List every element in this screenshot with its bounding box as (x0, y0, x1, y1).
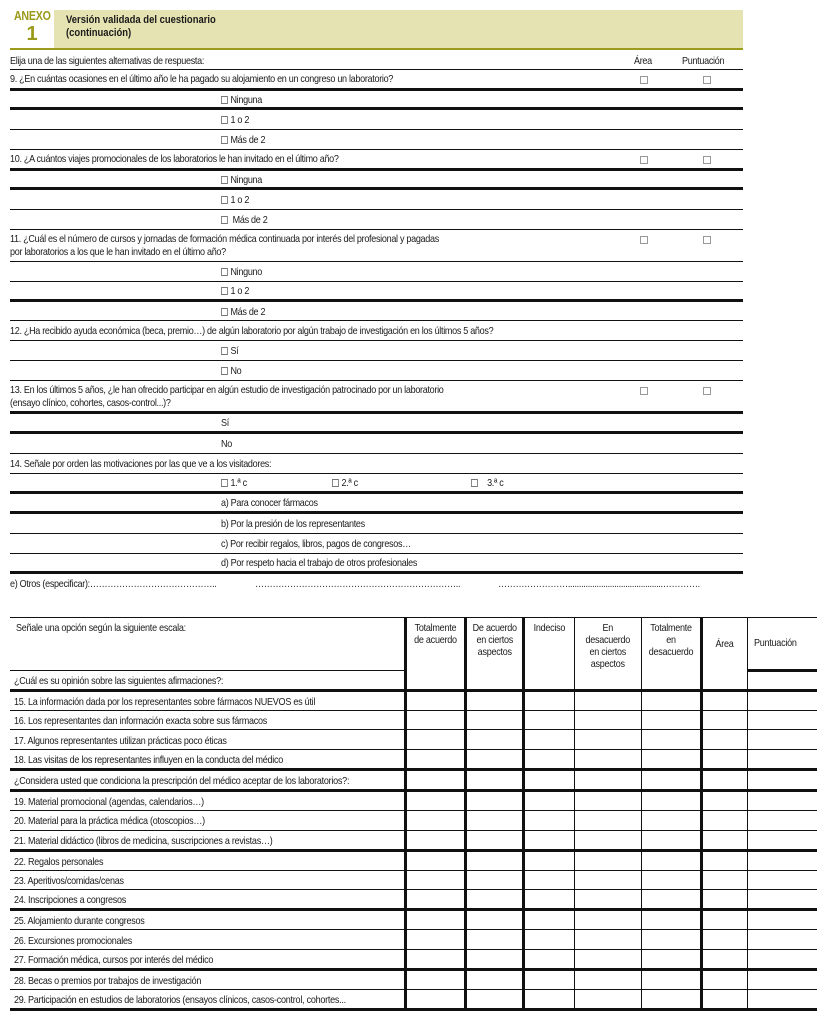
scale-answer-cell[interactable] (405, 949, 465, 969)
specify-line-3[interactable]: ……………………...........................................…………. (497, 578, 700, 590)
question-14-row (10, 454, 743, 474)
scale-answer-cell[interactable] (641, 930, 701, 950)
area-cell[interactable] (701, 969, 747, 989)
scale-answer-cell[interactable] (641, 949, 701, 969)
row-label: 28. Becas o premios por trabajos de investigación (10, 969, 405, 989)
scale-answer-cell[interactable] (524, 870, 575, 890)
annex-label (10, 9, 54, 47)
area-checkbox[interactable] (640, 156, 648, 164)
option-ninguna[interactable]: Ninguna (221, 94, 262, 106)
scale-answer-cell[interactable] (524, 730, 575, 750)
puntuacion-cell[interactable] (747, 730, 817, 750)
question-11-text-line2: por laboratorios a los que le han invitado en el último año? (10, 246, 226, 258)
checkbox-icon[interactable] (221, 136, 228, 144)
option-ninguno[interactable]: Ninguno (221, 266, 262, 278)
rank-2[interactable]: 2.ª c (332, 477, 358, 489)
scale-answer-cell[interactable] (641, 850, 701, 870)
area-cell[interactable] (701, 989, 747, 1009)
area-cell[interactable] (701, 670, 747, 690)
motivation-a[interactable]: a) Para conocer fármacos (221, 497, 318, 509)
option-row (10, 190, 743, 210)
checkbox-icon[interactable] (221, 347, 228, 355)
checkbox-icon[interactable] (471, 479, 478, 487)
scale-answer-cell[interactable] (405, 870, 465, 890)
question-9-row (10, 70, 743, 91)
scale-answer-cell[interactable] (524, 949, 575, 969)
question-11-row (10, 230, 743, 262)
column-header-area: Área (634, 55, 652, 67)
row-label: 19. Material promocional (agendas, calendarios…) (10, 790, 405, 810)
puntuacion-cell[interactable] (747, 870, 817, 890)
question-12-row (10, 321, 743, 341)
motivation-row (10, 514, 743, 534)
checkbox-icon[interactable] (221, 216, 228, 224)
checkbox-icon[interactable] (221, 287, 228, 295)
scale-answer-cell[interactable] (405, 769, 465, 790)
puntuacion-cell[interactable] (747, 910, 817, 930)
table-row (10, 810, 817, 830)
option-row (10, 361, 743, 381)
area-cell[interactable] (701, 949, 747, 969)
option-1-o-2[interactable]: 1 o 2 (221, 194, 249, 206)
scale-answer-cell[interactable] (575, 710, 642, 730)
question-10-text: 10. ¿A cuántos viajes promocionales de los laboratorios le han invitado en el último año? (10, 153, 339, 165)
scale-answer-cell[interactable] (405, 989, 465, 1009)
row-label: 29. Participación en estudios de laboratorios (ensayos clínicos, casos-control, cohortes... (10, 989, 405, 1009)
option-si[interactable]: Sí (221, 417, 229, 429)
area-checkbox[interactable] (640, 236, 648, 244)
scale-answer-cell[interactable] (575, 670, 642, 690)
puntuacion-checkbox[interactable] (703, 236, 711, 244)
checkbox-icon[interactable] (221, 479, 228, 487)
scale-answer-cell[interactable] (575, 830, 642, 850)
question-11-text-line1: 11. ¿Cuál es el número de cursos y jornadas de formación médica continuada por interés del profesional y pagadas (10, 233, 439, 245)
instruction-text: Elija una de las siguientes alternativas de respuesta: (10, 55, 205, 67)
scale-answer-cell[interactable] (405, 790, 465, 810)
question-13-row (10, 381, 743, 414)
checkbox-icon[interactable] (221, 367, 228, 375)
page-subtitle: (continuación) (66, 27, 132, 39)
area-cell[interactable] (701, 890, 747, 910)
scale-answer-cell[interactable] (641, 989, 701, 1009)
area-checkbox[interactable] (640, 387, 648, 395)
puntuacion-cell[interactable] (747, 790, 817, 810)
scale-answer-cell[interactable] (465, 930, 523, 950)
option-ninguna[interactable]: Ninguna (221, 174, 262, 186)
scale-answer-cell[interactable] (524, 969, 575, 989)
table-row (10, 769, 817, 790)
scale-answer-cell[interactable] (641, 830, 701, 850)
scale-answer-cell[interactable] (405, 810, 465, 830)
table-row (10, 710, 817, 730)
scale-answer-cell[interactable] (405, 749, 465, 769)
area-cell[interactable] (701, 910, 747, 930)
scale-answer-cell[interactable] (524, 710, 575, 730)
option-1-o-2[interactable]: 1 o 2 (221, 114, 249, 126)
option-si[interactable]: Sí (221, 345, 238, 357)
table-header-row (10, 618, 817, 671)
row-label: 17. Algunos representantes utilizan prácticas poco éticas (10, 730, 405, 750)
checkbox-icon[interactable] (221, 176, 228, 184)
scale-answer-cell[interactable] (575, 930, 642, 950)
scale-answer-cell[interactable] (575, 949, 642, 969)
scale-answer-cell[interactable] (575, 870, 642, 890)
question-10-row (10, 150, 743, 171)
area-cell[interactable] (701, 749, 747, 769)
annex-number: 1 (26, 23, 38, 45)
annex-header (0, 0, 743, 50)
option-row (10, 434, 743, 454)
option-mas-de-2[interactable]: Más de 2 (221, 134, 265, 146)
scale-answer-cell[interactable] (524, 769, 575, 790)
table-row (10, 910, 817, 930)
column-header: Totalmente de acuerdo (405, 618, 465, 671)
column-header-puntuacion: Puntuación (747, 618, 817, 671)
puntuacion-checkbox[interactable] (703, 76, 711, 84)
scale-answer-cell[interactable] (465, 710, 523, 730)
scale-answer-cell[interactable] (524, 930, 575, 950)
scale-answer-cell[interactable] (575, 850, 642, 870)
scale-answer-cell[interactable] (524, 690, 575, 710)
scale-answer-cell[interactable] (524, 989, 575, 1009)
scale-answer-cell[interactable] (524, 810, 575, 830)
scale-answer-cell[interactable] (465, 670, 523, 690)
puntuacion-checkbox[interactable] (703, 156, 711, 164)
scale-answer-cell[interactable] (405, 690, 465, 710)
scale-answer-cell[interactable] (405, 710, 465, 730)
option-row (10, 341, 743, 361)
scale-answer-cell[interactable] (575, 749, 642, 769)
scale-answer-cell[interactable] (575, 910, 642, 930)
column-header: Totalmente en desacuerdo (641, 618, 701, 671)
scale-answer-cell[interactable] (575, 969, 642, 989)
scale-answer-cell[interactable] (641, 790, 701, 810)
table-row (10, 850, 817, 870)
scale-answer-cell[interactable] (405, 850, 465, 870)
rank-3[interactable]: 3.ª c (471, 477, 503, 489)
scale-answer-cell[interactable] (575, 890, 642, 910)
row-label: 15. La información dada por los representantes sobre fármacos NUEVOS es útil (10, 690, 405, 710)
motivation-e[interactable]: e) Otros (especificar):…………………………………….. (10, 578, 217, 590)
question-9-text: 9. ¿En cuántas ocasiones en el último año le ha pagado su alojamiento en un congreso un laboratorio? (10, 73, 394, 85)
area-cell[interactable] (701, 930, 747, 950)
instruction-row (10, 50, 743, 70)
puntuacion-cell[interactable] (747, 989, 817, 1009)
rank-row (10, 474, 743, 494)
option-no[interactable]: No (221, 438, 232, 450)
scale-answer-cell[interactable] (641, 910, 701, 930)
table-row (10, 790, 817, 810)
row-label: 24. Inscripciones a congresos (10, 890, 405, 910)
table-row (10, 930, 817, 950)
row-label: 16. Los representantes dan información exacta sobre sus fármacos (10, 710, 405, 730)
table-row (10, 730, 817, 750)
checkbox-icon[interactable] (221, 116, 228, 124)
scale-answer-cell[interactable] (641, 749, 701, 769)
motivation-row (10, 494, 743, 514)
area-cell[interactable] (701, 690, 747, 710)
row-label: 27. Formación médica, cursos por interés del médico (10, 949, 405, 969)
scale-answer-cell[interactable] (524, 749, 575, 769)
scale-answer-cell[interactable] (641, 690, 701, 710)
option-row (10, 171, 743, 190)
scale-answer-cell[interactable] (524, 910, 575, 930)
scale-answer-cell[interactable] (405, 730, 465, 750)
scale-answer-cell[interactable] (465, 850, 523, 870)
puntuacion-cell[interactable] (747, 810, 817, 830)
likert-scale-table (10, 617, 817, 1011)
option-row (10, 262, 743, 282)
table-row (10, 670, 817, 690)
row-label: 23. Aperitivos/comidas/cenas (10, 870, 405, 890)
option-mas-de-2[interactable]: Más de 2 (221, 306, 265, 318)
scale-answer-cell[interactable] (465, 690, 523, 710)
scale-answer-cell[interactable] (641, 670, 701, 690)
scale-answer-cell[interactable] (575, 730, 642, 750)
puntuacion-cell[interactable] (747, 830, 817, 850)
column-header: Indeciso (524, 618, 575, 671)
column-header-area: Área (701, 618, 747, 671)
questionnaire-section (10, 50, 743, 620)
motivation-c[interactable]: c) Por recibir regalos, libros, pagos de congresos… (221, 538, 411, 550)
table-row (10, 969, 817, 989)
puntuacion-cell[interactable] (747, 949, 817, 969)
row-label: 21. Material didáctico (libros de medicina, suscripciones a revistas…) (10, 830, 405, 850)
row-label: 18. Las visitas de los representantes influyen en la conducta del médico (10, 749, 405, 769)
question-13-text-line2: (ensayo clínico, cohortes, casos-control...)? (10, 397, 171, 409)
scale-answer-cell[interactable] (465, 749, 523, 769)
scale-answer-cell[interactable] (575, 790, 642, 810)
scale-answer-cell[interactable] (405, 910, 465, 930)
scale-answer-cell[interactable] (641, 769, 701, 790)
scale-answer-cell[interactable] (641, 710, 701, 730)
table-row (10, 890, 817, 910)
scale-answer-cell[interactable] (524, 670, 575, 690)
table-row (10, 830, 817, 850)
scale-answer-cell[interactable] (465, 810, 523, 830)
scale-answer-cell[interactable] (641, 890, 701, 910)
row-label: 25. Alojamiento durante congresos (10, 910, 405, 930)
scale-answer-cell[interactable] (465, 830, 523, 850)
scale-answer-cell[interactable] (465, 790, 523, 810)
option-no[interactable]: No (221, 365, 241, 377)
table-row (10, 949, 817, 969)
checkbox-icon[interactable] (221, 196, 228, 204)
option-row (10, 282, 743, 302)
scale-answer-cell[interactable] (465, 870, 523, 890)
motivation-other-block (10, 574, 743, 620)
option-row (10, 91, 743, 110)
checkbox-icon[interactable] (221, 268, 228, 276)
row-label: 20. Material para la práctica médica (otoscopios…) (10, 810, 405, 830)
table-row (10, 989, 817, 1009)
checkbox-icon[interactable] (332, 479, 339, 487)
scale-answer-cell[interactable] (405, 969, 465, 989)
option-row (10, 130, 743, 150)
row-label: ¿Cuál es su opinión sobre las siguientes afirmaciones?: (10, 670, 405, 690)
scale-answer-cell[interactable] (465, 910, 523, 930)
annex-word: ANEXO (13, 8, 51, 23)
scale-answer-cell[interactable] (524, 850, 575, 870)
scale-answer-cell[interactable] (575, 810, 642, 830)
scale-answer-cell[interactable] (465, 730, 523, 750)
question-12-text: 12. ¿Ha recibido ayuda económica (beca, premio…) de algún laboratorio por algún trabajo de investigación en los últimos 5 años? (10, 325, 494, 337)
puntuacion-cell[interactable] (747, 749, 817, 769)
scale-answer-cell[interactable] (405, 830, 465, 850)
scale-answer-cell[interactable] (641, 969, 701, 989)
table-row (10, 690, 817, 710)
table-row (10, 870, 817, 890)
scale-answer-cell[interactable] (575, 690, 642, 710)
scale-answer-cell[interactable] (405, 670, 465, 690)
scale-answer-cell[interactable] (641, 870, 701, 890)
area-checkbox[interactable] (640, 76, 648, 84)
motivation-row (10, 554, 743, 574)
motivation-row (10, 534, 743, 554)
option-mas-de-2[interactable]: Más de 2 (221, 214, 267, 226)
scale-answer-cell[interactable] (524, 890, 575, 910)
scale-answer-cell[interactable] (575, 769, 642, 790)
puntuacion-cell[interactable] (747, 850, 817, 870)
scale-answer-cell[interactable] (465, 949, 523, 969)
area-cell[interactable] (701, 830, 747, 850)
puntuacion-cell[interactable] (747, 710, 817, 730)
option-row (10, 414, 743, 434)
area-cell[interactable] (701, 810, 747, 830)
scale-answer-cell[interactable] (575, 989, 642, 1009)
table-row (10, 749, 817, 769)
puntuacion-checkbox[interactable] (703, 387, 711, 395)
specify-line-2[interactable]: …………………………………………………………….. (254, 578, 460, 590)
row-label: 26. Excursiones promocionales (10, 930, 405, 950)
area-cell[interactable] (701, 850, 747, 870)
scale-answer-cell[interactable] (524, 830, 575, 850)
puntuacion-cell[interactable] (747, 690, 817, 710)
question-13-text-line1: 13. En los últimos 5 años, ¿le han ofrecido participar en algún estudio de investigación patrocinado por un laboratorio (10, 384, 444, 396)
scale-answer-cell[interactable] (524, 790, 575, 810)
question-14-text: 14. Señale por orden las motivaciones por las que ve a los visitadores: (10, 458, 272, 470)
puntuacion-cell[interactable] (747, 890, 817, 910)
scale-answer-cell[interactable] (641, 810, 701, 830)
puntuacion-cell[interactable] (747, 969, 817, 989)
scale-answer-cell[interactable] (405, 890, 465, 910)
area-cell[interactable] (701, 769, 747, 790)
scale-answer-cell[interactable] (465, 969, 523, 989)
rank-1[interactable]: 1.ª c (221, 477, 247, 489)
column-header-puntuacion: Puntuación (682, 55, 725, 67)
option-row (10, 110, 743, 130)
scale-instruction: Señale una opción según la siguiente escala: (10, 618, 405, 671)
option-row (10, 210, 743, 230)
column-header: En desacuerdo en ciertos aspectos (575, 618, 642, 671)
motivation-b[interactable]: b) Por la presión de los representantes (221, 518, 365, 530)
scale-answer-cell[interactable] (405, 930, 465, 950)
checkbox-icon[interactable] (221, 96, 228, 104)
checkbox-icon[interactable] (221, 308, 228, 316)
scale-answer-cell[interactable] (465, 890, 523, 910)
puntuacion-cell[interactable] (747, 769, 817, 790)
column-header: De acuerdo en ciertos aspectos (465, 618, 523, 671)
area-cell[interactable] (701, 710, 747, 730)
row-label: ¿Considera usted que condiciona la prescripción del médico aceptar de los laboratorios?: (10, 769, 405, 790)
area-cell[interactable] (701, 870, 747, 890)
scale-answer-cell[interactable] (641, 730, 701, 750)
scale-answer-cell[interactable] (465, 769, 523, 790)
row-label: 22. Regalos personales (10, 850, 405, 870)
option-1-o-2[interactable]: 1 o 2 (221, 285, 249, 297)
scale-answer-cell[interactable] (465, 989, 523, 1009)
option-row (10, 302, 743, 321)
motivation-d[interactable]: d) Por respeto hacia el trabajo de otros profesionales (221, 557, 418, 569)
puntuacion-cell[interactable] (747, 670, 817, 690)
area-cell[interactable] (701, 790, 747, 810)
title-band (54, 10, 743, 48)
area-cell[interactable] (701, 730, 747, 750)
puntuacion-cell[interactable] (747, 930, 817, 950)
page-title: Versión validada del cuestionario (66, 14, 216, 26)
